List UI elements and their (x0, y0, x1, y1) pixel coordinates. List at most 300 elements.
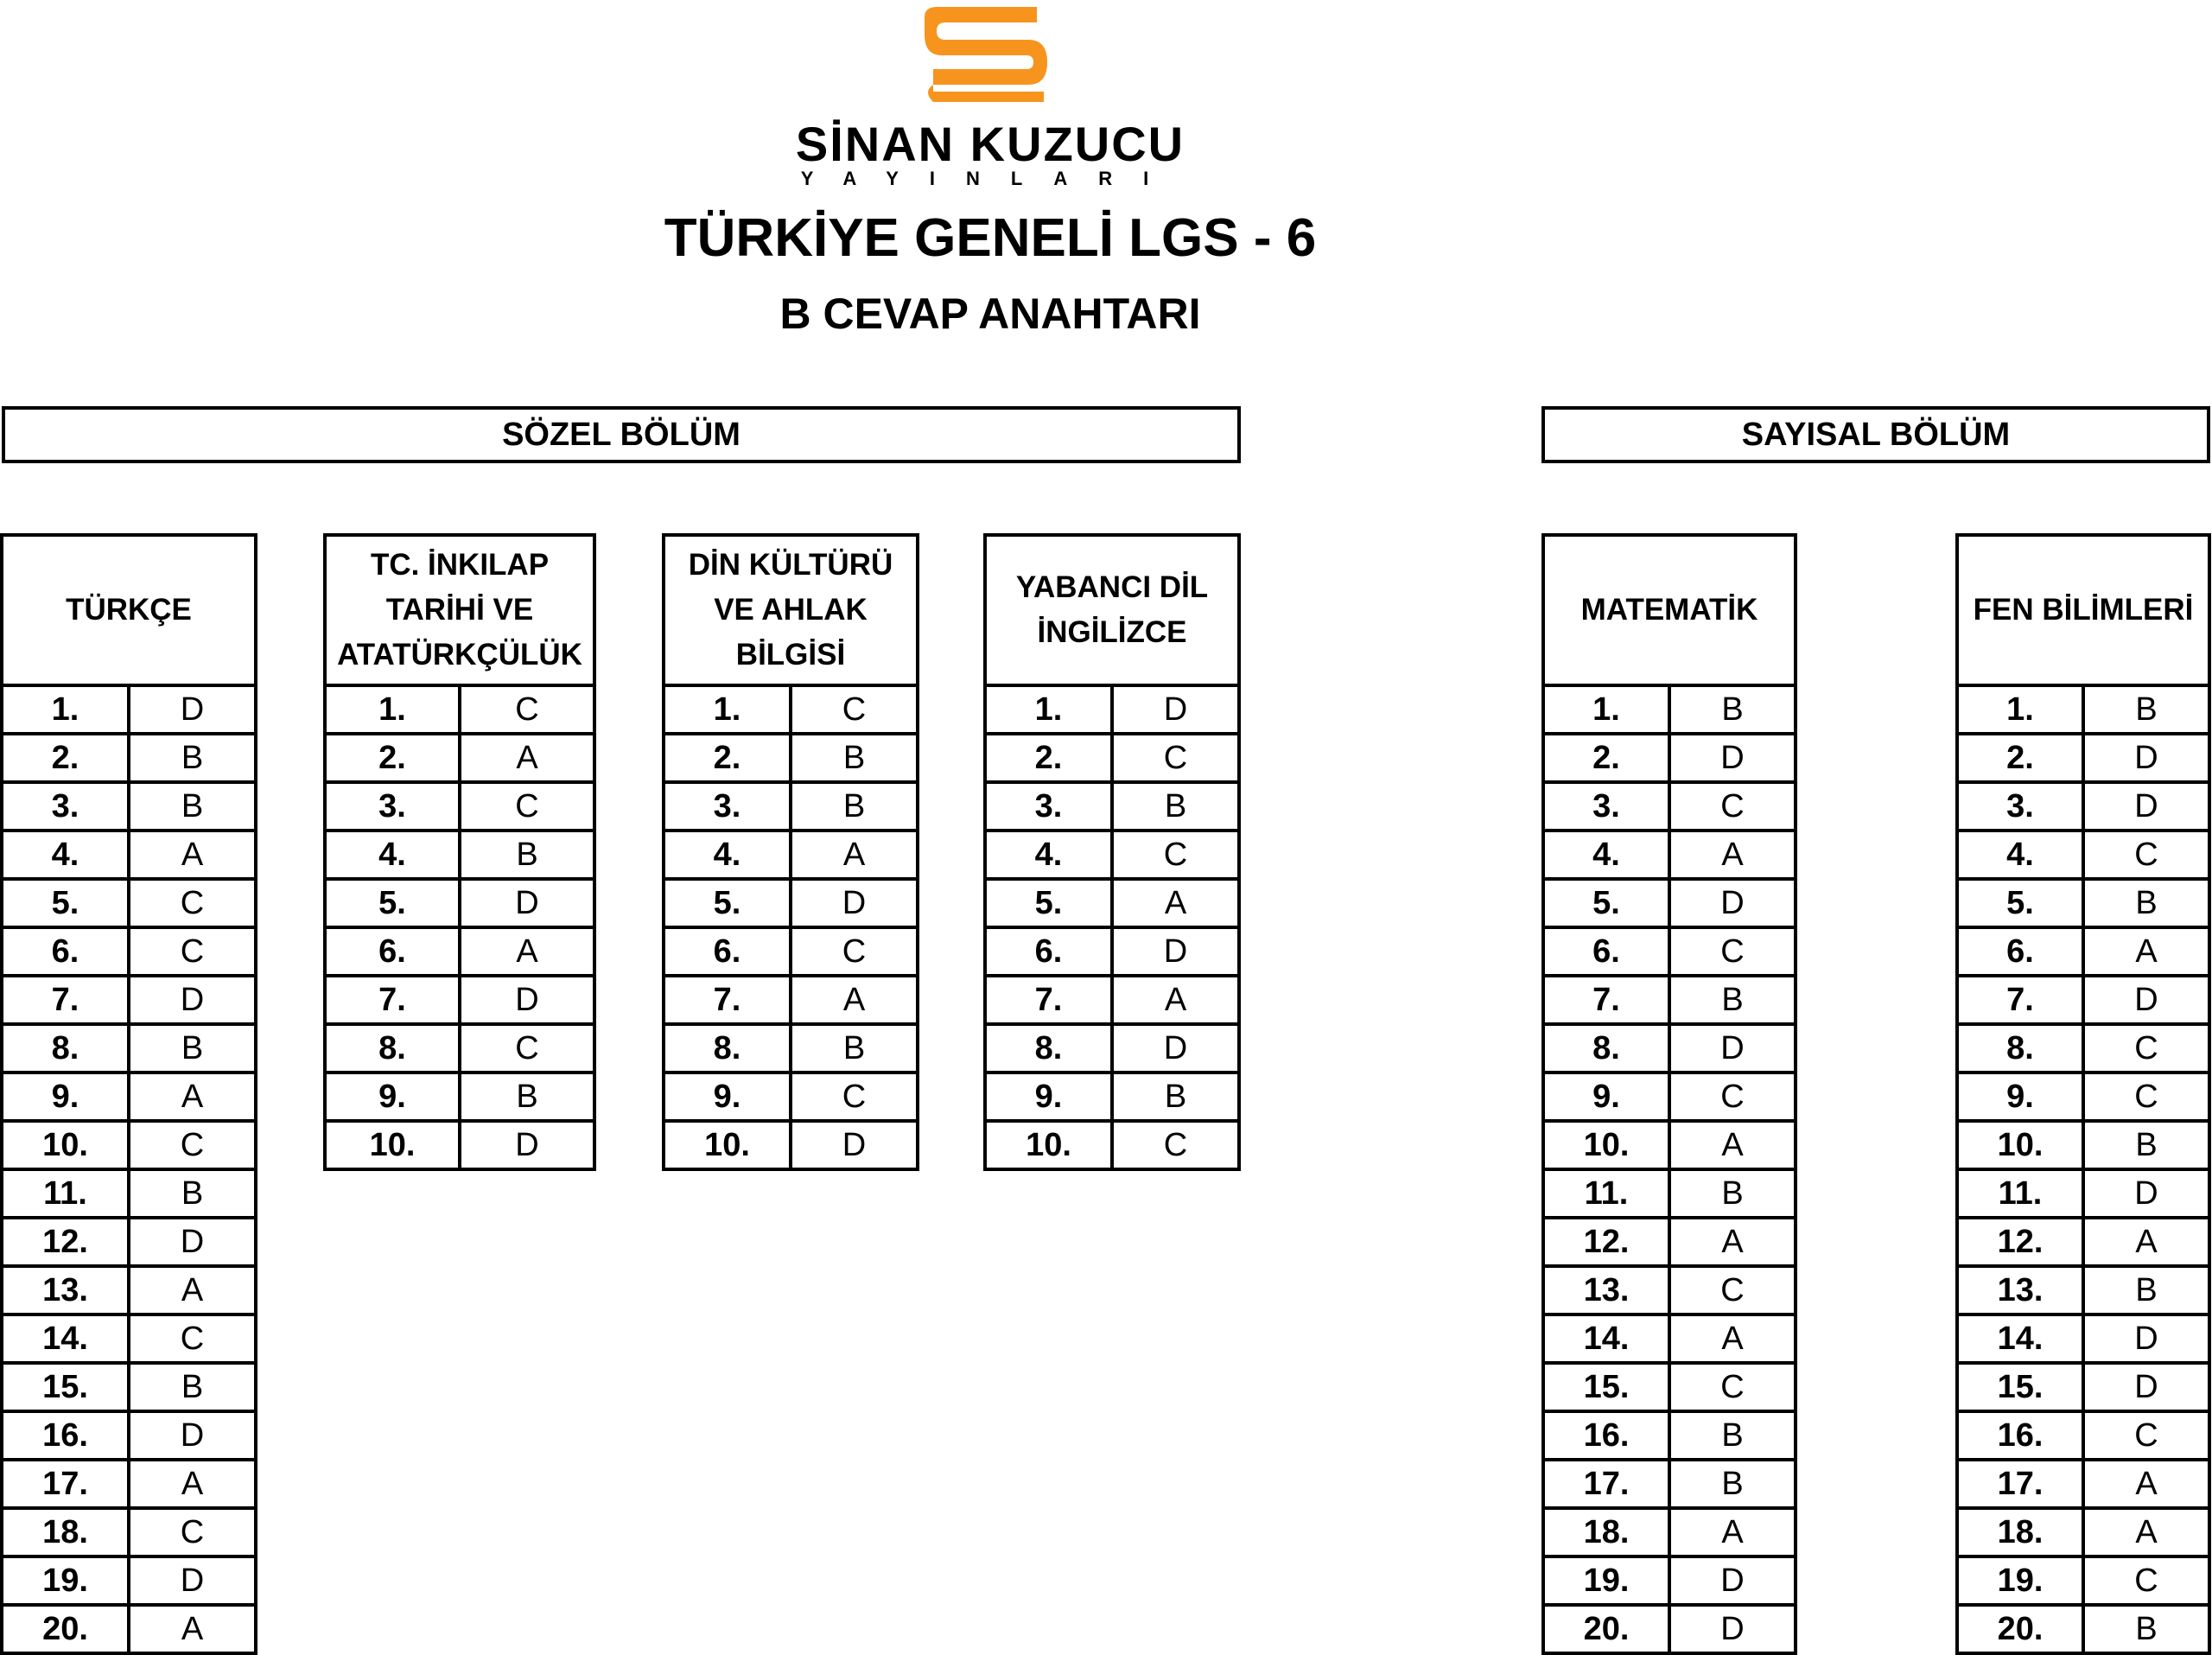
book-logo-icon (907, 0, 1063, 121)
table-row (1543, 1266, 1796, 1314)
answer-cell: C (1669, 782, 1796, 831)
answer-cell: D (2083, 782, 2209, 831)
question-number: 5. (2, 879, 129, 927)
table-row (664, 831, 918, 879)
question-number: 8. (325, 1024, 460, 1073)
answer-cell: B (460, 831, 594, 879)
question-number: 16. (1543, 1411, 1669, 1460)
answer-cell: B (1669, 1411, 1796, 1460)
question-number: 8. (1957, 1024, 2083, 1073)
answer-cell: B (1669, 1460, 1796, 1508)
table-row (1957, 1169, 2209, 1218)
answer-cell: D (1112, 685, 1239, 734)
table-row (2, 1314, 256, 1363)
answer-cell: D (129, 976, 256, 1024)
answer-cell: B (129, 782, 256, 831)
question-number: 7. (325, 976, 460, 1024)
section-numerical: SAYISAL BÖLÜM (1541, 406, 2210, 463)
question-number: 9. (2, 1073, 129, 1121)
question-number: 1. (1543, 685, 1669, 734)
subject-header-line: TÜRKÇE (66, 593, 192, 627)
table-row (1957, 976, 2209, 1024)
subject-header-fen (1957, 535, 2209, 685)
question-number: 8. (2, 1024, 129, 1073)
table-row (1543, 1556, 1796, 1605)
answer-cell: D (1112, 1024, 1239, 1073)
question-number: 3. (664, 782, 791, 831)
answer-cell: D (791, 1121, 918, 1169)
question-number: 15. (2, 1363, 129, 1411)
table-row (1543, 1024, 1796, 1073)
table-row (2, 782, 256, 831)
question-number: 3. (325, 782, 460, 831)
question-number: 16. (2, 1411, 129, 1460)
answer-cell: D (1669, 1024, 1796, 1073)
table-row (664, 879, 918, 927)
table-row (2, 1605, 256, 1653)
question-number: 1. (2, 685, 129, 734)
question-number: 12. (1543, 1218, 1669, 1266)
answer-cell: C (460, 782, 594, 831)
table-row (2, 831, 256, 879)
question-number: 12. (1957, 1218, 2083, 1266)
answer-cell: C (2083, 831, 2209, 879)
table-row (1957, 927, 2209, 976)
table-row (1957, 1363, 2209, 1411)
table-turkce (0, 533, 257, 1655)
answer-cell: A (1669, 1508, 1796, 1556)
answer-cell: B (2083, 1605, 2209, 1653)
table-row (1543, 976, 1796, 1024)
question-number: 11. (2, 1169, 129, 1218)
table-row (1957, 685, 2209, 734)
table-row (664, 1024, 918, 1073)
question-number: 10. (985, 1121, 1112, 1169)
question-number: 6. (1543, 927, 1669, 976)
question-number: 7. (985, 976, 1112, 1024)
table-row (1957, 1411, 2209, 1460)
answer-cell: C (2083, 1411, 2209, 1460)
table-row (325, 976, 594, 1024)
answer-cell: B (2083, 879, 2209, 927)
answer-cell: C (1112, 1121, 1239, 1169)
question-number: 6. (2, 927, 129, 976)
question-number: 8. (664, 1024, 791, 1073)
question-number: 1. (325, 685, 460, 734)
table-inkilap (323, 533, 596, 1171)
question-number: 17. (2, 1460, 129, 1508)
table-row (325, 685, 594, 734)
question-number: 10. (325, 1121, 460, 1169)
table-row (1957, 1314, 2209, 1363)
table-row (325, 831, 594, 879)
table-row (1957, 734, 2209, 782)
question-number: 6. (664, 927, 791, 976)
question-number: 9. (1543, 1073, 1669, 1121)
question-number: 3. (1957, 782, 2083, 831)
answer-cell: D (2083, 1363, 2209, 1411)
answer-cell: D (1112, 927, 1239, 976)
question-number: 6. (985, 927, 1112, 976)
answer-cell: A (2083, 927, 2209, 976)
question-number: 15. (1957, 1363, 2083, 1411)
answer-cell: B (2083, 685, 2209, 734)
answer-cell: C (2083, 1024, 2209, 1073)
table-row (1543, 1218, 1796, 1266)
question-number: 4. (985, 831, 1112, 879)
answer-cell: C (1112, 831, 1239, 879)
table-row (1957, 879, 2209, 927)
answer-cell: C (2083, 1556, 2209, 1605)
question-number: 5. (1543, 879, 1669, 927)
answer-cell: D (460, 879, 594, 927)
table-row (985, 1024, 1239, 1073)
table-row (2, 1266, 256, 1314)
answer-cell: C (129, 1314, 256, 1363)
answer-cell: C (1669, 927, 1796, 976)
answer-cell: D (460, 976, 594, 1024)
subject-header-line: MATEMATİK (1580, 593, 1758, 627)
answer-cell: C (1112, 734, 1239, 782)
table-row (1957, 1508, 2209, 1556)
question-number: 11. (1543, 1169, 1669, 1218)
table-row (1543, 1411, 1796, 1460)
subject-header-inkilap (325, 535, 594, 685)
table-row (1957, 1121, 2209, 1169)
question-number: 5. (325, 879, 460, 927)
question-number: 13. (1957, 1266, 2083, 1314)
table-row (1543, 734, 1796, 782)
subject-header-line: DİN KÜLTÜRÜ (688, 548, 893, 582)
answer-cell: D (1669, 1556, 1796, 1605)
table-row (664, 1121, 918, 1169)
question-number: 7. (2, 976, 129, 1024)
section-verbal: SÖZEL BÖLÜM (2, 406, 1241, 463)
question-number: 17. (1543, 1460, 1669, 1508)
question-number: 20. (1543, 1605, 1669, 1653)
table-row (985, 1121, 1239, 1169)
answer-cell: A (460, 734, 594, 782)
table-row (1957, 1460, 2209, 1508)
question-number: 10. (2, 1121, 129, 1169)
table-row (1543, 1169, 1796, 1218)
table-row (325, 734, 594, 782)
answer-cell: C (1669, 1363, 1796, 1411)
table-row (664, 1073, 918, 1121)
question-number: 4. (1957, 831, 2083, 879)
question-number: 1. (664, 685, 791, 734)
question-number: 10. (1543, 1121, 1669, 1169)
subject-header-turkce (2, 535, 256, 685)
page-subtitle: B CEVAP ANAHTARI (779, 290, 1201, 338)
subject-header-ingilizce (985, 535, 1239, 685)
answer-cell: A (791, 831, 918, 879)
table-row (2, 1460, 256, 1508)
answer-cell: B (129, 1169, 256, 1218)
answer-cell: B (2083, 1266, 2209, 1314)
answer-cell: D (1669, 734, 1796, 782)
table-row (664, 976, 918, 1024)
question-number: 19. (1957, 1556, 2083, 1605)
answer-cell: C (129, 1508, 256, 1556)
question-number: 9. (325, 1073, 460, 1121)
answer-cell: C (460, 685, 594, 734)
subject-header-line: TC. İNKILAP (370, 548, 550, 582)
question-number: 14. (1543, 1314, 1669, 1363)
answer-cell: D (129, 685, 256, 734)
answer-cell: A (791, 976, 918, 1024)
answer-cell: B (129, 1363, 256, 1411)
table-row (985, 1073, 1239, 1121)
answer-cell: B (1112, 1073, 1239, 1121)
table-ingilizce (983, 533, 1241, 1171)
table-row (1957, 782, 2209, 831)
answer-cell: B (1669, 976, 1796, 1024)
question-number: 2. (985, 734, 1112, 782)
answer-cell: D (2083, 1169, 2209, 1218)
question-number: 19. (1543, 1556, 1669, 1605)
question-number: 18. (2, 1508, 129, 1556)
answer-cell: C (791, 1073, 918, 1121)
table-row (1543, 685, 1796, 734)
answer-cell: C (1669, 1266, 1796, 1314)
answer-cell: C (1669, 1073, 1796, 1121)
answer-cell: B (791, 782, 918, 831)
table-row (2, 1556, 256, 1605)
subject-header-line: YABANCI DİL (1015, 570, 1209, 604)
answer-cell: B (1669, 685, 1796, 734)
table-row (985, 879, 1239, 927)
table-din (662, 533, 919, 1171)
brand-name: SİNAN KUZUCU (795, 117, 1185, 171)
answer-cell: C (2083, 1073, 2209, 1121)
answer-cell: A (2083, 1460, 2209, 1508)
answer-cell: C (460, 1024, 594, 1073)
question-number: 8. (1543, 1024, 1669, 1073)
table-matematik (1541, 533, 1797, 1655)
table-row (985, 976, 1239, 1024)
question-number: 13. (2, 1266, 129, 1314)
answer-cell: A (460, 927, 594, 976)
answer-cell: D (129, 1556, 256, 1605)
table-row (1543, 927, 1796, 976)
table-row (325, 1073, 594, 1121)
question-number: 9. (1957, 1073, 2083, 1121)
subject-header-line: FEN BİLİMLERİ (1973, 593, 2194, 627)
table-row (2, 1024, 256, 1073)
answer-cell: A (2083, 1218, 2209, 1266)
table-row (1543, 879, 1796, 927)
question-number: 15. (1543, 1363, 1669, 1411)
table-row (985, 927, 1239, 976)
question-number: 3. (1543, 782, 1669, 831)
answer-cell: A (1669, 1314, 1796, 1363)
answer-cell: D (2083, 976, 2209, 1024)
table-row (1543, 782, 1796, 831)
table-row (985, 685, 1239, 734)
answer-cell: A (1112, 879, 1239, 927)
question-number: 10. (1957, 1121, 2083, 1169)
question-number: 6. (325, 927, 460, 976)
question-number: 20. (1957, 1605, 2083, 1653)
table-row (2, 1363, 256, 1411)
question-number: 4. (664, 831, 791, 879)
question-number: 18. (1543, 1508, 1669, 1556)
table-row (1543, 1121, 1796, 1169)
question-number: 19. (2, 1556, 129, 1605)
answer-cell: A (129, 1460, 256, 1508)
table-row (1543, 1314, 1796, 1363)
question-number: 5. (664, 879, 791, 927)
question-number: 18. (1957, 1508, 2083, 1556)
table-row (1957, 1605, 2209, 1653)
question-number: 8. (985, 1024, 1112, 1073)
answer-cell: D (1669, 1605, 1796, 1653)
table-row (1543, 1508, 1796, 1556)
answer-cell: D (129, 1411, 256, 1460)
question-number: 10. (664, 1121, 791, 1169)
table-row (325, 879, 594, 927)
question-number: 14. (1957, 1314, 2083, 1363)
answer-cell: A (129, 1073, 256, 1121)
table-row (664, 685, 918, 734)
question-number: 20. (2, 1605, 129, 1653)
subject-header-matematik (1543, 535, 1796, 685)
answer-cell: B (791, 734, 918, 782)
answer-cell: B (460, 1073, 594, 1121)
question-number: 2. (1543, 734, 1669, 782)
answer-cell: C (791, 927, 918, 976)
table-row (985, 782, 1239, 831)
brand-subtitle: YAYINLARI (800, 168, 1180, 189)
table-row (1543, 1460, 1796, 1508)
question-number: 2. (2, 734, 129, 782)
table-row (2, 1169, 256, 1218)
subject-header-line: VE AHLAK (714, 593, 868, 627)
question-number: 6. (1957, 927, 2083, 976)
question-number: 7. (1543, 976, 1669, 1024)
answer-cell: D (129, 1218, 256, 1266)
table-row (985, 831, 1239, 879)
answer-cell: A (129, 1605, 256, 1653)
page-title: TÜRKİYE GENELİ LGS - 6 (664, 208, 1317, 268)
answer-cell: A (1669, 831, 1796, 879)
question-number: 7. (1957, 976, 2083, 1024)
table-row (2, 1508, 256, 1556)
table-row (325, 782, 594, 831)
question-number: 2. (1957, 734, 2083, 782)
answer-cell: A (2083, 1508, 2209, 1556)
question-number: 17. (1957, 1460, 2083, 1508)
answer-cell: C (791, 685, 918, 734)
question-number: 7. (664, 976, 791, 1024)
table-row (1957, 831, 2209, 879)
question-number: 14. (2, 1314, 129, 1363)
question-number: 3. (2, 782, 129, 831)
table-row (1543, 831, 1796, 879)
question-number: 2. (664, 734, 791, 782)
subject-header-line: TARİHİ VE (385, 593, 534, 627)
table-row (985, 734, 1239, 782)
answer-cell: D (791, 879, 918, 927)
table-row (2, 1218, 256, 1266)
table-row (325, 1121, 594, 1169)
answer-cell: C (129, 879, 256, 927)
table-row (2, 1411, 256, 1460)
subject-header-line: BİLGİSİ (735, 638, 846, 672)
table-row (1957, 1556, 2209, 1605)
subject-header-line: İNGİLİZCE (1037, 615, 1187, 649)
table-row (2, 976, 256, 1024)
table-row (2, 685, 256, 734)
table-row (2, 879, 256, 927)
answer-cell: B (791, 1024, 918, 1073)
question-number: 3. (985, 782, 1112, 831)
question-number: 2. (325, 734, 460, 782)
table-row (1957, 1266, 2209, 1314)
table-row (1957, 1073, 2209, 1121)
answer-cell: A (1669, 1121, 1796, 1169)
answer-cell: A (1669, 1218, 1796, 1266)
table-row (2, 1121, 256, 1169)
question-number: 4. (325, 831, 460, 879)
table-row (2, 734, 256, 782)
answer-cell: D (1669, 879, 1796, 927)
table-row (1543, 1073, 1796, 1121)
table-row (1957, 1218, 2209, 1266)
question-number: 4. (2, 831, 129, 879)
subject-header-line: ATATÜRKÇÜLÜK (337, 638, 582, 672)
question-number: 11. (1957, 1169, 2083, 1218)
question-number: 16. (1957, 1411, 2083, 1460)
question-number: 12. (2, 1218, 129, 1266)
answer-cell: C (129, 1121, 256, 1169)
answer-cell: B (2083, 1121, 2209, 1169)
question-number: 9. (985, 1073, 1112, 1121)
answer-cell: C (129, 927, 256, 976)
answer-cell: A (129, 831, 256, 879)
question-number: 1. (1957, 685, 2083, 734)
table-row (1543, 1363, 1796, 1411)
table-fen (1955, 533, 2211, 1655)
question-number: 13. (1543, 1266, 1669, 1314)
answer-cell: B (1669, 1169, 1796, 1218)
question-number: 5. (985, 879, 1112, 927)
table-row (664, 734, 918, 782)
answer-cell: D (2083, 1314, 2209, 1363)
table-row (1543, 1605, 1796, 1653)
table-row (2, 1073, 256, 1121)
table-row (664, 782, 918, 831)
answer-cell: B (129, 1024, 256, 1073)
answer-cell: A (1112, 976, 1239, 1024)
table-row (325, 927, 594, 976)
question-number: 4. (1543, 831, 1669, 879)
question-number: 1. (985, 685, 1112, 734)
answer-cell: D (460, 1121, 594, 1169)
subject-header-din (664, 535, 918, 685)
answer-cell: A (129, 1266, 256, 1314)
answer-cell: B (129, 734, 256, 782)
table-row (325, 1024, 594, 1073)
answer-cell: D (2083, 734, 2209, 782)
table-row (1957, 1024, 2209, 1073)
answer-cell: B (1112, 782, 1239, 831)
table-row (2, 927, 256, 976)
question-number: 9. (664, 1073, 791, 1121)
table-row (664, 927, 918, 976)
question-number: 5. (1957, 879, 2083, 927)
